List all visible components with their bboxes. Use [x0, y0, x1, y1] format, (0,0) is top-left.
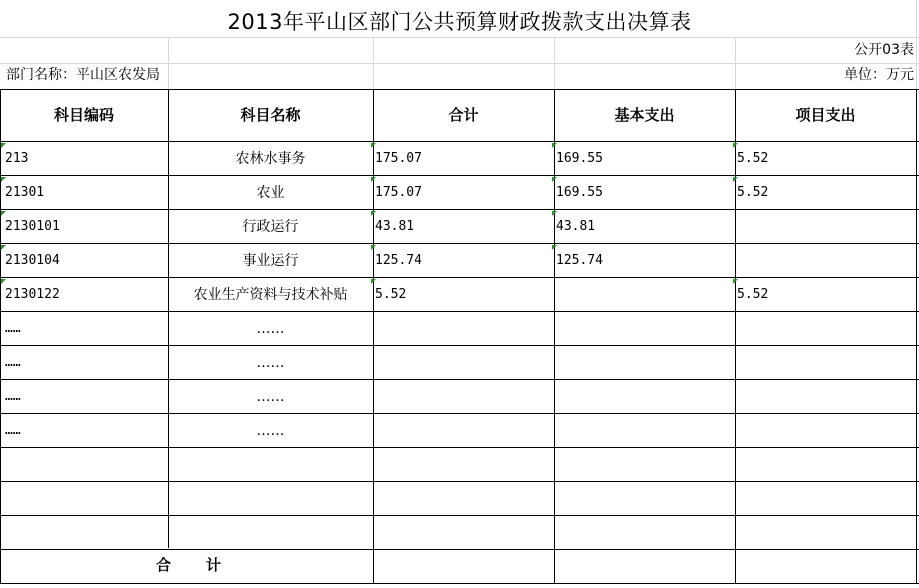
text-number-marker-icon	[371, 279, 376, 284]
table-cell-name: 农林水事务	[235, 151, 306, 167]
table-cell-total: 43.81	[375, 219, 415, 234]
table-cell-name: ……	[256, 355, 285, 371]
table-cell-code: 2130122	[5, 287, 60, 302]
table-border	[554, 89, 555, 584]
table-cell-project	[737, 210, 913, 244]
table-cell-code	[5, 516, 165, 550]
unit-label: 单位：万元	[844, 67, 914, 83]
table-cell-name: ……	[256, 321, 285, 337]
table-cell-project	[737, 312, 913, 346]
table-cell-code: 21301	[5, 185, 45, 200]
table-cell-basic	[556, 448, 732, 482]
table-cell-basic: 169.55	[556, 185, 603, 200]
table-cell-project	[737, 516, 913, 550]
header-name: 科目名称	[240, 106, 301, 124]
table-cell-name	[168, 516, 373, 550]
form-code: 公开03表	[854, 42, 914, 58]
text-number-marker-icon	[552, 211, 557, 216]
table-cell-project	[737, 482, 913, 516]
gridline	[0, 37, 919, 38]
table-cell-project	[737, 380, 913, 414]
table-border	[916, 89, 917, 584]
table-cell-code: ……	[5, 423, 21, 438]
table-cell-total	[375, 414, 551, 448]
header-code: 科目编码	[53, 106, 114, 124]
text-number-marker-icon	[1, 245, 6, 250]
table-cell-code: 2130101	[5, 219, 60, 234]
table-cell-total	[375, 312, 551, 346]
text-number-marker-icon	[552, 177, 557, 182]
table-cell-name: 行政运行	[242, 219, 299, 235]
text-number-marker-icon	[371, 211, 376, 216]
table-cell-total: 5.52	[375, 287, 407, 302]
table-border	[735, 89, 736, 584]
text-number-marker-icon	[733, 177, 738, 182]
table-cell-project	[737, 244, 913, 278]
report-title: 2013年平山区部门公共预算财政拨款支出决算表	[227, 10, 692, 34]
table-cell-project	[737, 346, 913, 380]
table-cell-basic: 43.81	[556, 219, 596, 234]
gridline	[373, 37, 374, 89]
header-project: 项目支出	[795, 106, 856, 124]
text-number-marker-icon	[1, 279, 6, 284]
gridline	[168, 37, 169, 89]
table-cell-project	[737, 448, 913, 482]
total-row-label: 合	[156, 556, 172, 574]
table-cell-name: 事业运行	[242, 253, 299, 269]
table-cell-project: 5.52	[737, 185, 769, 200]
table-cell-name: 农业生产资料与技术补贴	[193, 287, 348, 303]
table-cell-basic: 125.74	[556, 253, 603, 268]
department-name: 部门名称：平山区农发局	[6, 67, 160, 83]
table-cell-code: 2130104	[5, 253, 60, 268]
table-cell-basic	[556, 414, 732, 448]
table-cell-project: 5.52	[737, 287, 769, 302]
text-number-marker-icon	[371, 143, 376, 148]
text-number-marker-icon	[552, 143, 557, 148]
text-number-marker-icon	[1, 211, 6, 216]
table-cell-total	[375, 482, 551, 516]
gridline	[0, 63, 919, 64]
text-number-marker-icon	[552, 245, 557, 250]
table-cell-code: ……	[5, 321, 21, 336]
table-cell-basic	[556, 516, 732, 550]
table-cell-basic	[556, 380, 732, 414]
table-border	[373, 89, 374, 584]
table-cell-name	[168, 448, 373, 482]
total-row-label: 计	[206, 556, 222, 574]
header-basic: 基本支出	[614, 106, 675, 124]
table-cell-total	[375, 346, 551, 380]
table-cell-code	[5, 482, 165, 516]
table-cell-total: 175.07	[375, 151, 422, 166]
header-total: 合计	[448, 106, 479, 124]
table-cell-basic	[556, 278, 732, 312]
table-cell-name: ……	[256, 423, 285, 439]
text-number-marker-icon	[371, 177, 376, 182]
table-cell-basic: 169.55	[556, 151, 603, 166]
table-cell-total: 175.07	[375, 185, 422, 200]
table-border	[0, 583, 919, 584]
table-cell-total: 125.74	[375, 253, 422, 268]
text-number-marker-icon	[733, 143, 738, 148]
table-cell-name	[168, 482, 373, 516]
table-cell-code: 213	[5, 151, 29, 166]
table-cell-total	[375, 448, 551, 482]
table-cell-code: ……	[5, 355, 21, 370]
table-border	[0, 89, 1, 584]
table-cell-code: ……	[5, 389, 21, 404]
gridline	[554, 37, 555, 89]
text-number-marker-icon	[1, 177, 6, 182]
text-number-marker-icon	[371, 245, 376, 250]
table-cell-basic	[556, 346, 732, 380]
table-cell-name: 农业	[256, 185, 285, 201]
table-cell-basic	[556, 312, 732, 346]
text-number-marker-icon	[733, 279, 738, 284]
table-cell-code	[5, 448, 165, 482]
table-cell-total	[375, 380, 551, 414]
gridline	[735, 37, 736, 89]
table-cell-total	[375, 516, 551, 550]
table-cell-project	[737, 414, 913, 448]
text-number-marker-icon	[1, 143, 6, 148]
table-cell-name: ……	[256, 389, 285, 405]
table-cell-basic	[556, 482, 732, 516]
table-cell-project: 5.52	[737, 151, 769, 166]
